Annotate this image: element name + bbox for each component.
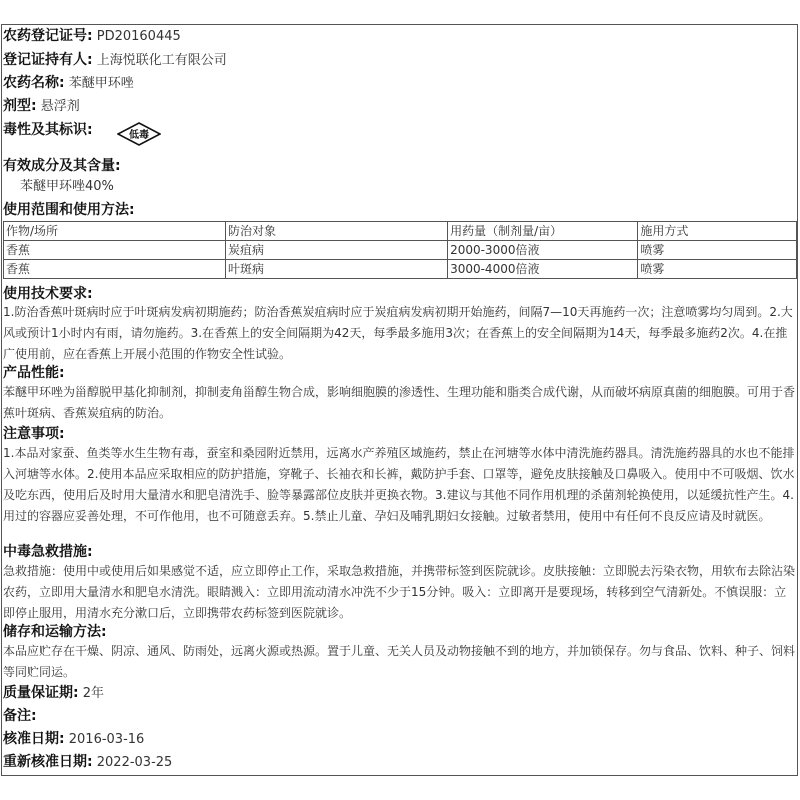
precautions-heading	[3, 424, 65, 445]
usage-scope-row	[3, 200, 135, 221]
registration-no-value: PD20160445	[96, 29, 181, 44]
approval-date-value: 2016-03-16	[68, 732, 145, 747]
table-header-cell: 施用方式	[638, 222, 797, 241]
table-cell: 香蕉	[4, 260, 226, 279]
ingredient-value: 苯醚甲环唑40%	[20, 179, 114, 194]
pesticide-name-label: 农药名称:	[3, 75, 65, 91]
reapproval-date-value: 2022-03-25	[96, 755, 173, 770]
toxicity-badge-text: 低毒	[129, 130, 149, 141]
low-toxicity-diamond-icon	[117, 122, 161, 146]
performance-label: 产品性能:	[3, 365, 65, 381]
pesticide-name-value: 苯醚甲环唑	[68, 76, 134, 91]
storage-text: 本品应贮存在干燥、阴凉、通风、防雨处，远离火源或热源。置于儿童、无关人员及动物接触不到的地方，并加锁保存。勿与食品、饮料、种子、饲料等同贮同运。	[3, 644, 796, 679]
ingredient-row	[3, 156, 121, 177]
storage-heading	[3, 622, 107, 643]
formulation-label: 剂型:	[3, 98, 37, 114]
approval-date-row	[3, 729, 144, 750]
table-cell: 喷雾	[638, 260, 797, 279]
pesticide-name-row	[3, 73, 134, 94]
precautions-label: 注意事项:	[3, 426, 65, 442]
table-row	[4, 260, 797, 279]
ingredient-label: 有效成分及其含量:	[3, 158, 121, 174]
formulation-value: 悬浮剂	[40, 99, 80, 114]
holder-label: 登记证持有人:	[3, 52, 93, 68]
holder-value: 上海悦联化工有限公司	[96, 53, 227, 68]
remarks-row	[3, 706, 37, 727]
table-cell: 3000-4000倍液	[448, 260, 638, 279]
first-aid-text: 急救措施：使用中或使用后如果感觉不适，应立即停止工作，采取急救措施，并携带标签到医院就诊。皮肤接触：立即脱去污染衣物，用软布去除沾染农药，立即用大量清水和肥皂水清洗。眼睛溅入：立即用流动清水冲洗不少于15分钟。吸入：立即离开是要现场，转移到空气清新处。不慎误服：立即停止服用，用清水充分漱口后，立即携带农药标签到医院就诊。	[3, 564, 796, 620]
formulation-row	[3, 96, 80, 117]
table-header-row	[4, 222, 797, 241]
toxicity-row	[3, 120, 93, 141]
technical-text: 1.防治香蕉叶斑病时应于叶斑病发病初期施药；防治香蕉炭疽病时应于炭疽病发病初期开始施药，间隔7—10天再施药一次；注意喷雾均匀周到。2.大风或预计1小时内有雨，请勿施药。3.在香蕉上的安全间隔期为42天，每季最多施用3次；在香蕉上的安全间隔期为14天，每季最多施药2次。4.在推广使用前，应在香蕉上开展小范围的作物安全性试验。	[3, 305, 793, 361]
table-cell: 香蕉	[4, 241, 226, 260]
warranty-label: 质量保证期:	[3, 685, 79, 701]
table-cell: 2000-3000倍液	[448, 241, 638, 260]
table-header-cell: 防治对象	[226, 222, 448, 241]
table-header-cell: 用药量（制剂量/亩）	[448, 222, 638, 241]
technical-label: 使用技术要求:	[3, 286, 93, 302]
storage-label: 储存和运输方法:	[3, 624, 107, 640]
precautions-text: 1.本品对家蚕、鱼类等水生生物有毒，蚕室和桑园附近禁用，远离水产养殖区域施药，禁止在河塘等水体中清洗施药器具。清洗施药器具的水也不能排入河塘等水体。2.使用本品应采取相应的防护措施，穿靴子、长袖衣和长裤，戴防护手套、口罩等，避免皮肤接触及口鼻吸入。使用中不可吸烟、饮水及吃东西，使用后及时用大量清水和肥皂清洗手、脸等暴露部位皮肤并更换衣物。3.建议与其他不同作用机理的杀菌剂轮换使用，以延缓抗性产生。4.用过的容器应妥善处理，不可作他用，也不可随意丢弃。5.禁止儿童、孕妇及哺乳期妇女接触。过敏者禁用，使用中有任何不良反应请及时就医。	[3, 446, 795, 523]
table-row	[4, 241, 797, 260]
reapproval-date-row	[3, 752, 172, 773]
first-aid-label: 中毒急救措施:	[3, 544, 93, 560]
remarks-label: 备注:	[3, 708, 37, 724]
holder-row	[3, 50, 227, 71]
table-header-cell: 作物/场所	[4, 222, 226, 241]
performance-text: 苯醚甲环唑为甾醇脱甲基化抑制剂，抑制麦角甾醇生物合成，影响细胞膜的渗透性、生理功能和脂类合成代谢，从而破坏病原真菌的细胞膜。可用于香蕉叶斑病、香蕉炭疽病的防治。	[3, 385, 796, 420]
reapproval-date-label: 重新核准日期:	[3, 754, 93, 770]
registration-no-label: 农药登记证号:	[3, 28, 93, 44]
usage-table	[3, 221, 797, 279]
warranty-value: 2年	[82, 686, 105, 701]
warranty-row	[3, 683, 104, 704]
table-cell: 喷雾	[638, 241, 797, 260]
first-aid-heading	[3, 542, 93, 563]
toxicity-label: 毒性及其标识:	[3, 122, 93, 138]
registration-no-row	[3, 26, 181, 47]
usage-scope-label: 使用范围和使用方法:	[3, 202, 135, 218]
performance-heading	[3, 363, 65, 384]
table-cell: 炭疽病	[226, 241, 448, 260]
approval-date-label: 核准日期:	[3, 731, 65, 747]
table-cell: 叶斑病	[226, 260, 448, 279]
